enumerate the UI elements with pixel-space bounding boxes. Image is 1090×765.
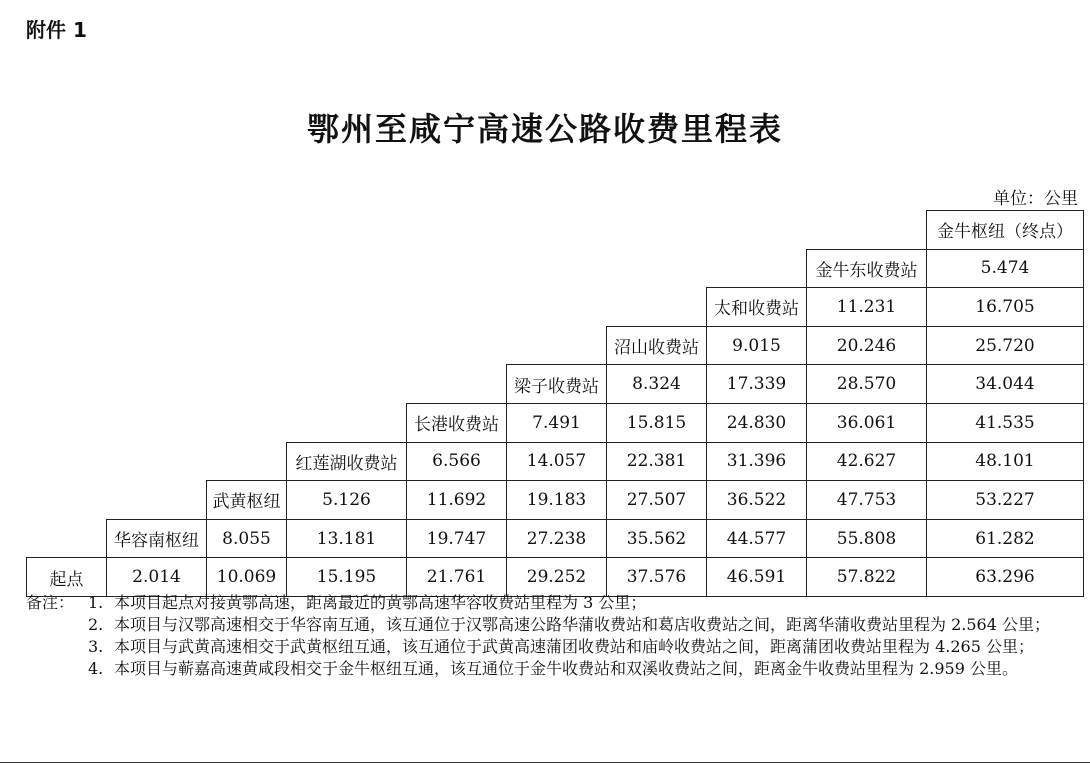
table-cell: 金牛东收费站 bbox=[807, 249, 927, 288]
note-item bbox=[26, 592, 1086, 614]
empty-cell bbox=[507, 249, 607, 288]
table-cell: 31.396 bbox=[707, 442, 807, 481]
table-cell: 红莲湖收费站 bbox=[287, 442, 407, 481]
table-cell: 11.231 bbox=[807, 288, 927, 327]
table-cell: 17.339 bbox=[707, 365, 807, 404]
table-cell: 21.761 bbox=[407, 558, 507, 597]
table-cell: 起点 bbox=[27, 558, 107, 597]
empty-cell bbox=[407, 326, 507, 365]
table-cell: 34.044 bbox=[927, 365, 1084, 404]
table-cell: 41.535 bbox=[927, 403, 1084, 442]
empty-cell bbox=[287, 403, 407, 442]
note-item bbox=[26, 636, 1086, 658]
table-row bbox=[27, 326, 1084, 365]
table-cell: 25.720 bbox=[927, 326, 1084, 365]
note-number: 4. bbox=[88, 659, 104, 678]
table-row bbox=[27, 519, 1084, 558]
empty-cell bbox=[407, 249, 507, 288]
table-row bbox=[27, 558, 1084, 597]
unit-label: 单位：公里 bbox=[993, 189, 1078, 209]
table-cell: 27.507 bbox=[607, 481, 707, 520]
note-number: 2. bbox=[88, 615, 104, 634]
empty-cell bbox=[107, 249, 207, 288]
table-cell: 35.562 bbox=[607, 519, 707, 558]
table-row bbox=[27, 288, 1084, 327]
table-cell: 53.227 bbox=[927, 481, 1084, 520]
table-cell: 11.692 bbox=[407, 481, 507, 520]
table-cell: 武黄枢纽 bbox=[207, 481, 287, 520]
empty-cell bbox=[407, 288, 507, 327]
empty-cell bbox=[807, 211, 927, 250]
empty-cell bbox=[27, 288, 107, 327]
table-cell: 9.015 bbox=[707, 326, 807, 365]
table-cell: 42.627 bbox=[807, 442, 927, 481]
table-cell: 61.282 bbox=[927, 519, 1084, 558]
note-text: 本项目起点对接黄鄂高速，距离最近的黄鄂高速华容收费站里程为 3 公里； bbox=[114, 593, 647, 612]
empty-cell bbox=[407, 211, 507, 250]
table-cell: 47.753 bbox=[807, 481, 927, 520]
table-cell: 华容南枢纽 bbox=[107, 519, 207, 558]
table-cell: 36.061 bbox=[807, 403, 927, 442]
table-cell: 15.815 bbox=[607, 403, 707, 442]
table-cell: 63.296 bbox=[927, 558, 1084, 597]
table-cell: 57.822 bbox=[807, 558, 927, 597]
table-cell: 44.577 bbox=[707, 519, 807, 558]
table-cell: 15.195 bbox=[287, 558, 407, 597]
table-cell: 13.181 bbox=[287, 519, 407, 558]
table-cell: 19.747 bbox=[407, 519, 507, 558]
empty-cell bbox=[607, 211, 707, 250]
empty-cell bbox=[107, 481, 207, 520]
table-cell: 27.238 bbox=[507, 519, 607, 558]
table-row bbox=[27, 442, 1084, 481]
note-item bbox=[26, 614, 1086, 636]
empty-cell bbox=[207, 249, 287, 288]
table-row bbox=[27, 211, 1084, 250]
table-row bbox=[27, 403, 1084, 442]
empty-cell bbox=[27, 403, 107, 442]
table-row bbox=[27, 365, 1084, 404]
notes bbox=[26, 592, 1086, 680]
table-cell: 16.705 bbox=[927, 288, 1084, 327]
table-cell: 48.101 bbox=[927, 442, 1084, 481]
attachment-label: 附件 1 bbox=[26, 18, 87, 42]
empty-cell bbox=[287, 365, 407, 404]
table-cell: 37.576 bbox=[607, 558, 707, 597]
notes-prefix: 备注： bbox=[26, 593, 75, 612]
empty-cell bbox=[27, 249, 107, 288]
empty-cell bbox=[507, 288, 607, 327]
empty-cell bbox=[207, 403, 287, 442]
table-cell: 沼山收费站 bbox=[607, 326, 707, 365]
table-cell: 金牛枢纽（终点） bbox=[927, 211, 1084, 250]
table-cell: 36.522 bbox=[707, 481, 807, 520]
note-text: 本项目与武黄高速相交于武黄枢纽互通，该互通位于武黄高速蒲团收费站和庙岭收费站之间，距离蒲团收费站里程为 4.265 公里； bbox=[114, 637, 1034, 656]
empty-cell bbox=[107, 288, 207, 327]
table-cell: 20.246 bbox=[807, 326, 927, 365]
empty-cell bbox=[287, 288, 407, 327]
table-cell: 19.183 bbox=[507, 481, 607, 520]
empty-cell bbox=[287, 211, 407, 250]
empty-cell bbox=[107, 365, 207, 404]
table-cell: 29.252 bbox=[507, 558, 607, 597]
empty-cell bbox=[507, 211, 607, 250]
table-cell: 10.069 bbox=[207, 558, 287, 597]
table-cell: 55.808 bbox=[807, 519, 927, 558]
table-row bbox=[27, 249, 1084, 288]
table-cell: 46.591 bbox=[707, 558, 807, 597]
note-text: 本项目与汉鄂高速相交于华容南互通，该互通位于汉鄂高速公路华蒲收费站和葛店收费站之间，距离华蒲收费站里程为 2.564 公里； bbox=[114, 615, 1050, 634]
table-cell: 5.474 bbox=[927, 249, 1084, 288]
note-text: 本项目与蕲嘉高速黄咸段相交于金牛枢纽互通，该互通位于金牛收费站和双溪收费站之间，距离金牛收费站里程为 2.959 公里。 bbox=[114, 659, 1018, 678]
empty-cell bbox=[27, 365, 107, 404]
note-number: 3. bbox=[88, 637, 104, 656]
empty-cell bbox=[707, 249, 807, 288]
empty-cell bbox=[207, 442, 287, 481]
empty-cell bbox=[107, 326, 207, 365]
table-cell: 7.491 bbox=[507, 403, 607, 442]
empty-cell bbox=[607, 249, 707, 288]
table-cell: 5.126 bbox=[287, 481, 407, 520]
table-cell: 28.570 bbox=[807, 365, 927, 404]
table-cell: 6.566 bbox=[407, 442, 507, 481]
note-number: 1. bbox=[88, 593, 104, 612]
empty-cell bbox=[27, 326, 107, 365]
page-title: 鄂州至咸宁高速公路收费里程表 bbox=[306, 110, 783, 148]
bottom-rule bbox=[0, 762, 1090, 763]
toll-distance-table bbox=[26, 210, 1084, 597]
empty-cell bbox=[287, 249, 407, 288]
empty-cell bbox=[607, 288, 707, 327]
empty-cell bbox=[107, 211, 207, 250]
table-cell: 24.830 bbox=[707, 403, 807, 442]
empty-cell bbox=[27, 481, 107, 520]
empty-cell bbox=[207, 365, 287, 404]
table-cell: 14.057 bbox=[507, 442, 607, 481]
note-item bbox=[26, 658, 1086, 680]
empty-cell bbox=[707, 211, 807, 250]
table-cell: 2.014 bbox=[107, 558, 207, 597]
empty-cell bbox=[207, 326, 287, 365]
table-cell: 22.381 bbox=[607, 442, 707, 481]
table-row bbox=[27, 481, 1084, 520]
empty-cell bbox=[27, 442, 107, 481]
empty-cell bbox=[507, 326, 607, 365]
empty-cell bbox=[27, 211, 107, 250]
empty-cell bbox=[207, 211, 287, 250]
table-cell: 长港收费站 bbox=[407, 403, 507, 442]
empty-cell bbox=[407, 365, 507, 404]
empty-cell bbox=[207, 288, 287, 327]
table-cell: 8.324 bbox=[607, 365, 707, 404]
empty-cell bbox=[107, 442, 207, 481]
empty-cell bbox=[27, 519, 107, 558]
table-cell: 太和收费站 bbox=[707, 288, 807, 327]
empty-cell bbox=[107, 403, 207, 442]
empty-cell bbox=[287, 326, 407, 365]
table-cell: 8.055 bbox=[207, 519, 287, 558]
table-cell: 梁子收费站 bbox=[507, 365, 607, 404]
